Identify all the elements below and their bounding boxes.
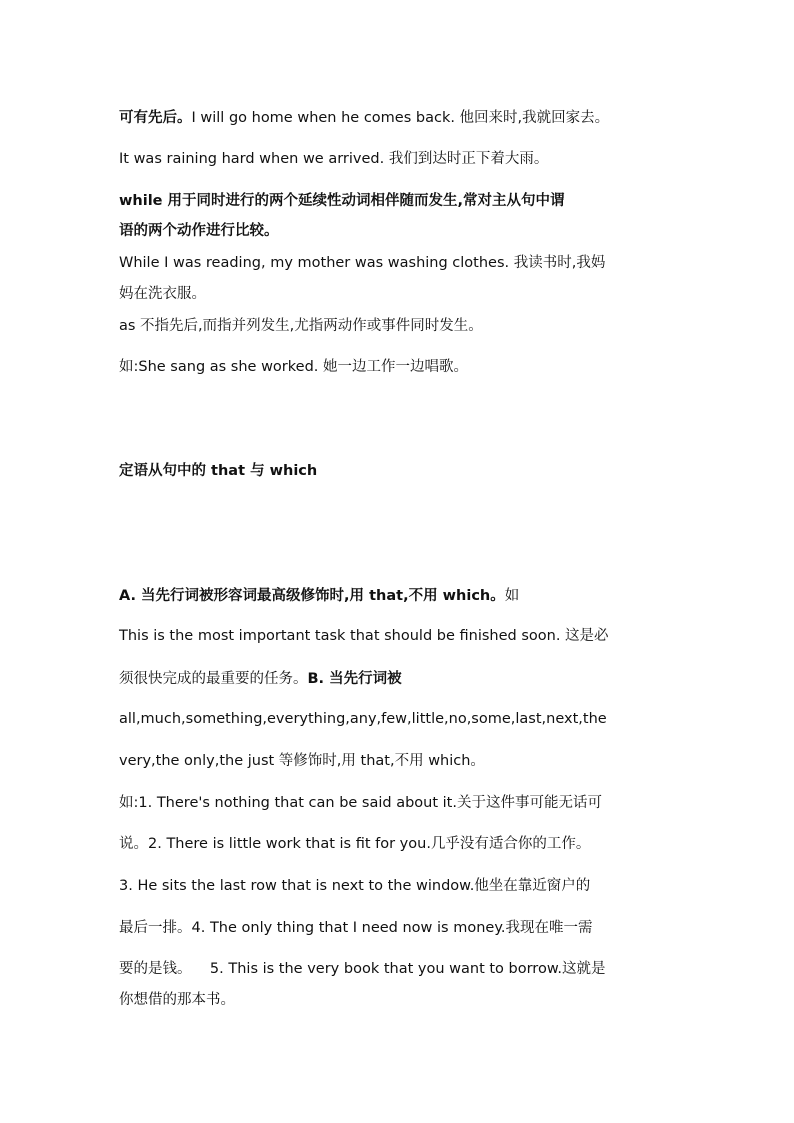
paragraph-line	[119, 586, 519, 606]
bold-text: A. 当先行词被形容词最高级修饰时,用 that,不用 which。	[119, 588, 505, 604]
paragraph-line	[119, 316, 483, 336]
bold-text: 语的两个动作进行比较。	[119, 223, 279, 239]
body-text: all,much,something,everything,any,few,little,no,some,last,next,the	[119, 711, 607, 727]
body-text: 最后一排。4. The only thing that I need now is money.我现在唯一需	[119, 920, 593, 936]
paragraph-line	[119, 709, 607, 729]
body-text: 3. He sits the last row that is next to the window.他坐在靠近窗户的	[119, 878, 591, 894]
paragraph-line	[119, 669, 402, 689]
paragraph-line	[119, 990, 235, 1010]
bold-text: 可有先后。	[119, 110, 192, 126]
body-text: It was raining hard when we arrived. 我们到达时正下着大雨。	[119, 151, 549, 167]
body-text: 要的是钱。 5. This is the very book that you want to borrow.这就是	[119, 961, 606, 977]
body-text: 妈在洗衣服。	[119, 286, 206, 302]
body-text: very,the only,the just 等修饰时,用 that,不用 which。	[119, 753, 485, 769]
body-text: I will go home when he comes back. 他回来时,我就回家去。	[191, 110, 610, 126]
body-text: While I was reading, my mother was washing clothes. 我读书时,我妈	[119, 255, 606, 271]
paragraph-line	[119, 959, 605, 979]
paragraph-line	[119, 751, 485, 771]
paragraph-line	[119, 834, 590, 854]
bold-text: while 用于同时进行的两个延续性动词相伴随而发生,常对主从句中谓	[119, 193, 565, 209]
paragraph-line	[119, 918, 592, 938]
paragraph-line	[119, 221, 279, 241]
body-text: This is the most important task that should be finished soon. 这是必	[119, 628, 609, 644]
bold-text: 定语从句中的 that 与 which	[119, 463, 318, 479]
body-text: 须很快完成的最重要的任务。	[119, 671, 308, 687]
bold-text: B. 当先行词被	[307, 671, 402, 687]
body-text: 你想借的那本书。	[119, 992, 235, 1008]
paragraph-line	[119, 284, 206, 304]
paragraph-line	[119, 191, 565, 211]
body-text: 说。2. There is little work that is fit for you.几乎没有适合你的工作。	[119, 836, 591, 852]
paragraph-line	[119, 357, 468, 377]
body-text: 如:1. There's nothing that can be said about it.关于这件事可能无话可	[119, 795, 602, 811]
paragraph-line	[119, 876, 590, 896]
body-text: as 不指先后,而指并列发生,尤指两动作或事件同时发生。	[119, 318, 483, 334]
paragraph-line	[119, 108, 609, 128]
paragraph-line	[119, 793, 602, 813]
paragraph-line	[119, 253, 605, 273]
paragraph-line	[119, 626, 609, 646]
body-text: 如:She sang as she worked. 她一边工作一边唱歌。	[119, 359, 468, 375]
section-heading	[119, 461, 317, 481]
paragraph-line	[119, 149, 548, 169]
body-text: 如	[504, 588, 520, 604]
